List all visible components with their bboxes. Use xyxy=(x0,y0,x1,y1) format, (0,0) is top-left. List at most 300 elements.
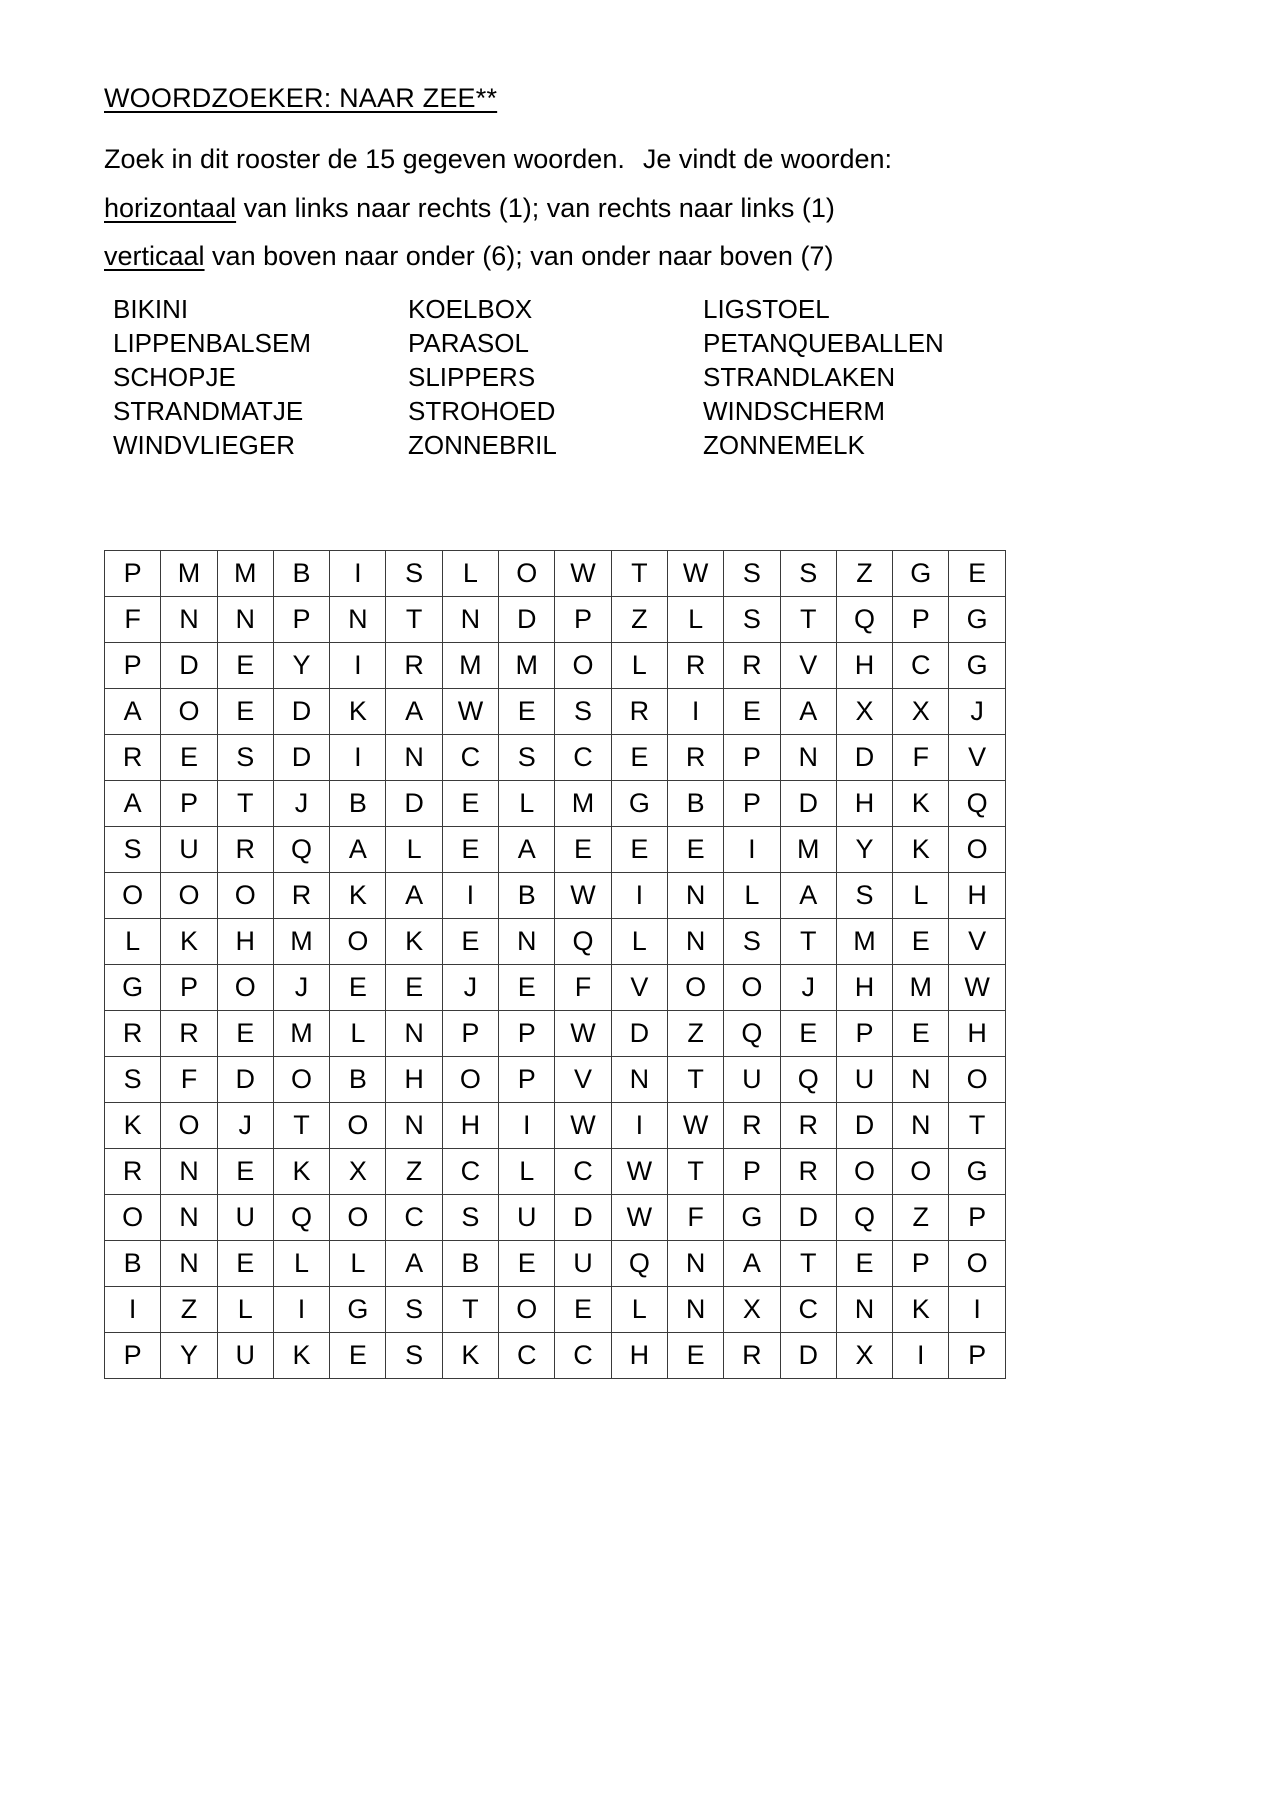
grid-cell[interactable]: N xyxy=(386,1011,442,1057)
grid-row xyxy=(105,873,1006,919)
grid-cell[interactable]: Q xyxy=(724,1011,780,1057)
grid-cell[interactable]: R xyxy=(724,643,780,689)
grid-cell[interactable]: N xyxy=(386,1103,442,1149)
grid-row xyxy=(105,1333,1006,1379)
grid-cell[interactable]: L xyxy=(330,1011,386,1057)
grid-cell[interactable]: R xyxy=(667,735,723,781)
grid-cell[interactable]: F xyxy=(667,1195,723,1241)
grid-cell[interactable]: N xyxy=(330,597,386,643)
grid-cell[interactable]: M xyxy=(217,551,273,597)
grid-cell[interactable]: C xyxy=(386,1195,442,1241)
grid-cell[interactable]: P xyxy=(499,1011,555,1057)
grid-cell[interactable]: S xyxy=(780,551,836,597)
grid-cell[interactable]: E xyxy=(217,1149,273,1195)
grid-cell[interactable]: O xyxy=(161,873,217,919)
grid-cell[interactable]: F xyxy=(161,1057,217,1103)
grid-cell[interactable]: S xyxy=(499,735,555,781)
grid-cell[interactable]: N xyxy=(893,1103,949,1149)
grid-cell[interactable]: S xyxy=(724,597,780,643)
grid-cell[interactable]: Z xyxy=(893,1195,949,1241)
grid-cell[interactable]: R xyxy=(780,1149,836,1195)
grid-cell[interactable]: N xyxy=(217,597,273,643)
grid-cell[interactable]: L xyxy=(442,551,498,597)
grid-cell[interactable]: C xyxy=(555,1149,611,1195)
grid-cell[interactable]: T xyxy=(949,1103,1005,1149)
grid-cell[interactable]: M xyxy=(273,1011,329,1057)
grid-cell[interactable]: E xyxy=(217,1011,273,1057)
grid-cell[interactable]: N xyxy=(667,919,723,965)
grid-cell[interactable]: E xyxy=(442,827,498,873)
grid-cell[interactable]: B xyxy=(105,1241,161,1287)
grid-cell[interactable]: R xyxy=(724,1103,780,1149)
grid-cell[interactable]: J xyxy=(273,965,329,1011)
grid-cell[interactable]: X xyxy=(836,1333,892,1379)
grid-cell[interactable]: T xyxy=(667,1149,723,1195)
grid-cell[interactable]: P xyxy=(724,781,780,827)
grid-cell[interactable]: E xyxy=(836,1241,892,1287)
word-list-item: PETANQUEBALLEN xyxy=(703,328,944,359)
grid-cell[interactable]: O xyxy=(105,1195,161,1241)
grid-cell[interactable]: E xyxy=(442,781,498,827)
grid-cell[interactable]: T xyxy=(442,1287,498,1333)
grid-cell[interactable]: P xyxy=(273,597,329,643)
grid-cell[interactable]: J xyxy=(442,965,498,1011)
grid-cell[interactable]: E xyxy=(611,827,667,873)
grid-cell[interactable]: W xyxy=(555,873,611,919)
grid-cell[interactable]: E xyxy=(161,735,217,781)
grid-cell[interactable]: P xyxy=(836,1011,892,1057)
grid-cell[interactable]: U xyxy=(217,1333,273,1379)
grid-cell[interactable]: E xyxy=(611,735,667,781)
grid-cell[interactable]: Y xyxy=(836,827,892,873)
grid-cell[interactable]: S xyxy=(386,1333,442,1379)
grid-cell[interactable]: A xyxy=(780,689,836,735)
grid-cell[interactable]: D xyxy=(780,1333,836,1379)
grid-cell[interactable]: U xyxy=(555,1241,611,1287)
word-search-grid-container xyxy=(104,550,1006,1379)
grid-cell[interactable]: W xyxy=(555,551,611,597)
grid-cell[interactable]: I xyxy=(611,1103,667,1149)
grid-cell[interactable]: A xyxy=(105,781,161,827)
grid-cell[interactable]: S xyxy=(217,735,273,781)
grid-cell[interactable]: L xyxy=(330,1241,386,1287)
grid-cell[interactable]: R xyxy=(667,643,723,689)
grid-cell[interactable]: J xyxy=(217,1103,273,1149)
grid-cell[interactable]: T xyxy=(780,919,836,965)
grid-cell[interactable]: Y xyxy=(161,1333,217,1379)
grid-cell[interactable]: N xyxy=(667,873,723,919)
grid-cell[interactable]: X xyxy=(893,689,949,735)
grid-cell[interactable]: M xyxy=(161,551,217,597)
grid-cell[interactable]: N xyxy=(161,597,217,643)
instruction-line-2-rest: van links naar rechts (1); van rechts naar links (1) xyxy=(236,193,835,224)
grid-cell[interactable]: I xyxy=(442,873,498,919)
grid-cell[interactable]: E xyxy=(893,919,949,965)
grid-cell[interactable]: H xyxy=(386,1057,442,1103)
grid-cell[interactable]: D xyxy=(386,781,442,827)
grid-cell[interactable]: K xyxy=(442,1333,498,1379)
grid-cell[interactable]: G xyxy=(949,1149,1005,1195)
grid-cell[interactable]: P xyxy=(893,1241,949,1287)
grid-cell[interactable]: E xyxy=(893,1011,949,1057)
grid-cell[interactable]: E xyxy=(330,965,386,1011)
grid-cell[interactable]: H xyxy=(836,643,892,689)
grid-cell[interactable]: Q xyxy=(273,1195,329,1241)
grid-cell[interactable]: Z xyxy=(611,597,667,643)
grid-cell[interactable]: T xyxy=(780,1241,836,1287)
grid-cell[interactable]: E xyxy=(667,827,723,873)
grid-cell[interactable]: I xyxy=(611,873,667,919)
grid-cell[interactable]: E xyxy=(555,827,611,873)
grid-cell[interactable]: H xyxy=(836,965,892,1011)
grid-cell[interactable]: E xyxy=(499,1241,555,1287)
grid-cell[interactable]: N xyxy=(611,1057,667,1103)
grid-cell[interactable]: W xyxy=(949,965,1005,1011)
grid-cell[interactable]: H xyxy=(949,1011,1005,1057)
grid-cell[interactable]: R xyxy=(780,1103,836,1149)
grid-cell[interactable]: N xyxy=(161,1195,217,1241)
grid-cell[interactable]: T xyxy=(386,597,442,643)
grid-cell[interactable]: T xyxy=(780,597,836,643)
grid-cell[interactable]: V xyxy=(780,643,836,689)
grid-cell[interactable]: I xyxy=(273,1287,329,1333)
grid-cell[interactable]: S xyxy=(442,1195,498,1241)
grid-cell[interactable]: S xyxy=(555,689,611,735)
grid-cell[interactable]: A xyxy=(780,873,836,919)
grid-cell[interactable]: Z xyxy=(386,1149,442,1195)
grid-cell[interactable]: O xyxy=(949,827,1005,873)
grid-cell[interactable]: O xyxy=(105,873,161,919)
grid-cell[interactable]: I xyxy=(330,735,386,781)
grid-cell[interactable]: O xyxy=(273,1057,329,1103)
grid-cell[interactable]: I xyxy=(724,827,780,873)
grid-cell[interactable]: I xyxy=(105,1287,161,1333)
grid-cell[interactable]: N xyxy=(386,735,442,781)
grid-cell[interactable]: I xyxy=(499,1103,555,1149)
grid-cell[interactable]: B xyxy=(330,1057,386,1103)
grid-cell[interactable]: N xyxy=(499,919,555,965)
grid-cell[interactable]: E xyxy=(667,1333,723,1379)
grid-cell[interactable]: D xyxy=(161,643,217,689)
grid-cell[interactable]: K xyxy=(330,873,386,919)
grid-cell[interactable]: K xyxy=(273,1149,329,1195)
grid-cell[interactable]: W xyxy=(611,1195,667,1241)
grid-cell[interactable]: U xyxy=(499,1195,555,1241)
grid-cell[interactable]: G xyxy=(724,1195,780,1241)
instruction-line-3 xyxy=(104,243,1104,270)
grid-cell[interactable]: H xyxy=(836,781,892,827)
grid-cell[interactable]: H xyxy=(949,873,1005,919)
grid-cell[interactable]: P xyxy=(161,781,217,827)
grid-cell[interactable]: B xyxy=(442,1241,498,1287)
grid-cell[interactable]: N xyxy=(667,1287,723,1333)
grid-cell[interactable]: X xyxy=(836,689,892,735)
grid-cell[interactable]: J xyxy=(780,965,836,1011)
grid-row xyxy=(105,965,1006,1011)
grid-cell[interactable]: D xyxy=(836,735,892,781)
grid-cell[interactable]: N xyxy=(893,1057,949,1103)
grid-cell[interactable]: K xyxy=(893,781,949,827)
grid-cell[interactable]: R xyxy=(161,1011,217,1057)
grid-cell[interactable]: D xyxy=(273,689,329,735)
grid-cell[interactable]: V xyxy=(611,965,667,1011)
grid-cell[interactable]: I xyxy=(667,689,723,735)
grid-cell[interactable]: E xyxy=(386,965,442,1011)
grid-cell[interactable]: O xyxy=(217,965,273,1011)
grid-cell[interactable]: F xyxy=(555,965,611,1011)
grid-cell[interactable]: E xyxy=(442,919,498,965)
instruction-line-1-part-b: Je vindt de woorden: xyxy=(642,144,893,175)
grid-cell[interactable]: V xyxy=(949,919,1005,965)
grid-cell[interactable]: J xyxy=(273,781,329,827)
grid-cell[interactable]: L xyxy=(499,781,555,827)
grid-cell[interactable]: N xyxy=(442,597,498,643)
grid-cell[interactable]: G xyxy=(611,781,667,827)
grid-cell[interactable]: E xyxy=(217,643,273,689)
grid-cell[interactable]: R xyxy=(105,1149,161,1195)
grid-cell[interactable]: R xyxy=(105,1011,161,1057)
grid-cell[interactable]: J xyxy=(949,689,1005,735)
grid-cell[interactable]: R xyxy=(105,735,161,781)
grid-cell[interactable]: P xyxy=(724,735,780,781)
grid-cell[interactable]: A xyxy=(105,689,161,735)
grid-cell[interactable]: V xyxy=(949,735,1005,781)
grid-cell[interactable]: M xyxy=(555,781,611,827)
grid-cell[interactable]: Q xyxy=(780,1057,836,1103)
grid-cell[interactable]: L xyxy=(499,1149,555,1195)
grid-cell[interactable]: S xyxy=(386,551,442,597)
grid-cell[interactable]: R xyxy=(273,873,329,919)
grid-cell[interactable]: L xyxy=(667,597,723,643)
grid-cell[interactable]: U xyxy=(724,1057,780,1103)
grid-cell[interactable]: E xyxy=(949,551,1005,597)
grid-cell[interactable]: A xyxy=(724,1241,780,1287)
grid-cell[interactable]: M xyxy=(273,919,329,965)
grid-cell[interactable]: P xyxy=(724,1149,780,1195)
grid-cell[interactable]: O xyxy=(217,873,273,919)
grid-cell[interactable]: N xyxy=(161,1149,217,1195)
grid-cell[interactable]: U xyxy=(836,1057,892,1103)
grid-cell[interactable]: F xyxy=(893,735,949,781)
grid-cell[interactable]: Q xyxy=(555,919,611,965)
grid-cell[interactable]: L xyxy=(724,873,780,919)
grid-cell[interactable]: D xyxy=(611,1011,667,1057)
grid-cell[interactable]: C xyxy=(499,1333,555,1379)
grid-cell[interactable]: W xyxy=(555,1011,611,1057)
grid-cell[interactable]: O xyxy=(555,643,611,689)
grid-cell[interactable]: A xyxy=(330,827,386,873)
grid-cell[interactable]: K xyxy=(105,1103,161,1149)
grid-cell[interactable]: E xyxy=(555,1287,611,1333)
grid-cell[interactable]: W xyxy=(667,1103,723,1149)
grid-cell[interactable]: H xyxy=(442,1103,498,1149)
grid-cell[interactable]: E xyxy=(499,689,555,735)
instruction-line-3-rest: van boven naar onder (6); van onder naar boven (7) xyxy=(204,241,834,272)
grid-cell[interactable]: B xyxy=(667,781,723,827)
grid-cell[interactable]: A xyxy=(386,689,442,735)
grid-cell[interactable]: G xyxy=(330,1287,386,1333)
grid-cell[interactable]: I xyxy=(893,1333,949,1379)
grid-cell[interactable]: E xyxy=(217,1241,273,1287)
grid-cell[interactable]: E xyxy=(724,689,780,735)
grid-cell[interactable]: X xyxy=(330,1149,386,1195)
grid-row xyxy=(105,1195,1006,1241)
grid-cell[interactable]: V xyxy=(555,1057,611,1103)
grid-cell[interactable]: R xyxy=(611,689,667,735)
grid-cell[interactable]: A xyxy=(386,873,442,919)
grid-cell[interactable]: Q xyxy=(949,781,1005,827)
grid-cell[interactable]: B xyxy=(499,873,555,919)
grid-cell[interactable]: S xyxy=(105,1057,161,1103)
grid-cell[interactable]: Z xyxy=(161,1287,217,1333)
grid-cell[interactable]: M xyxy=(780,827,836,873)
grid-cell[interactable]: P xyxy=(499,1057,555,1103)
grid-cell[interactable]: P xyxy=(105,1333,161,1379)
grid-cell[interactable]: K xyxy=(893,827,949,873)
grid-cell[interactable]: L xyxy=(893,873,949,919)
grid-cell[interactable]: G xyxy=(105,965,161,1011)
grid-cell[interactable]: S xyxy=(386,1287,442,1333)
grid-cell[interactable]: L xyxy=(611,919,667,965)
grid-cell[interactable]: Z xyxy=(667,1011,723,1057)
grid-cell[interactable]: O xyxy=(499,1287,555,1333)
grid-cell[interactable]: A xyxy=(386,1241,442,1287)
grid-cell[interactable]: S xyxy=(724,919,780,965)
grid-cell[interactable]: O xyxy=(330,1195,386,1241)
grid-cell[interactable]: M xyxy=(442,643,498,689)
grid-cell[interactable]: T xyxy=(611,551,667,597)
grid-cell[interactable]: X xyxy=(724,1287,780,1333)
grid-cell[interactable]: W xyxy=(667,551,723,597)
grid-cell[interactable]: O xyxy=(949,1241,1005,1287)
grid-cell[interactable]: E xyxy=(217,689,273,735)
grid-cell[interactable]: C xyxy=(442,735,498,781)
grid-cell[interactable]: K xyxy=(330,689,386,735)
grid-cell[interactable]: I xyxy=(330,551,386,597)
grid-cell[interactable]: L xyxy=(105,919,161,965)
grid-cell[interactable]: F xyxy=(105,597,161,643)
grid-cell[interactable]: B xyxy=(273,551,329,597)
grid-cell[interactable]: S xyxy=(724,551,780,597)
grid-cell[interactable]: Y xyxy=(273,643,329,689)
grid-cell[interactable]: O xyxy=(499,551,555,597)
grid-cell[interactable]: D xyxy=(273,735,329,781)
grid-cell[interactable]: K xyxy=(273,1333,329,1379)
grid-cell[interactable]: R xyxy=(386,643,442,689)
grid-cell[interactable]: N xyxy=(667,1241,723,1287)
grid-cell[interactable]: E xyxy=(780,1011,836,1057)
grid-cell[interactable]: T xyxy=(273,1103,329,1149)
grid-cell[interactable]: C xyxy=(893,643,949,689)
grid-cell[interactable]: S xyxy=(836,873,892,919)
grid-cell[interactable]: M xyxy=(499,643,555,689)
grid-cell[interactable]: R xyxy=(217,827,273,873)
grid-cell[interactable]: H xyxy=(217,919,273,965)
grid-cell[interactable]: C xyxy=(780,1287,836,1333)
grid-cell[interactable]: W xyxy=(555,1103,611,1149)
grid-cell[interactable]: D xyxy=(555,1195,611,1241)
grid-cell[interactable]: B xyxy=(330,781,386,827)
grid-cell[interactable]: T xyxy=(217,781,273,827)
grid-row xyxy=(105,597,1006,643)
grid-cell[interactable]: C xyxy=(442,1149,498,1195)
grid-cell[interactable]: W xyxy=(442,689,498,735)
grid-cell[interactable]: C xyxy=(555,1333,611,1379)
grid-cell[interactable]: P xyxy=(893,597,949,643)
grid-cell[interactable]: L xyxy=(217,1287,273,1333)
grid-cell[interactable]: D xyxy=(780,1195,836,1241)
grid-cell[interactable]: Q xyxy=(836,1195,892,1241)
grid-cell[interactable]: O xyxy=(836,1149,892,1195)
grid-cell[interactable]: O xyxy=(330,919,386,965)
grid-cell[interactable]: P xyxy=(105,551,161,597)
grid-cell[interactable]: L xyxy=(611,643,667,689)
grid-cell[interactable]: P xyxy=(161,965,217,1011)
grid-cell[interactable]: Q xyxy=(836,597,892,643)
grid-cell[interactable]: O xyxy=(330,1103,386,1149)
grid-cell[interactable]: E xyxy=(499,965,555,1011)
grid-cell[interactable]: A xyxy=(499,827,555,873)
grid-cell[interactable]: O xyxy=(161,1103,217,1149)
grid-cell[interactable]: L xyxy=(386,827,442,873)
grid-cell[interactable]: O xyxy=(949,1057,1005,1103)
grid-cell[interactable]: P xyxy=(949,1333,1005,1379)
grid-cell[interactable]: Q xyxy=(611,1241,667,1287)
grid-cell[interactable]: N xyxy=(836,1287,892,1333)
grid-cell[interactable]: W xyxy=(611,1149,667,1195)
grid-cell[interactable]: O xyxy=(667,965,723,1011)
grid-cell[interactable]: K xyxy=(161,919,217,965)
grid-cell[interactable]: Z xyxy=(836,551,892,597)
grid-cell[interactable]: U xyxy=(161,827,217,873)
grid-cell[interactable]: G xyxy=(949,597,1005,643)
grid-cell[interactable]: C xyxy=(555,735,611,781)
grid-cell[interactable]: D xyxy=(836,1103,892,1149)
grid-cell[interactable]: N xyxy=(161,1241,217,1287)
grid-cell[interactable]: L xyxy=(611,1287,667,1333)
grid-cell[interactable]: L xyxy=(273,1241,329,1287)
grid-cell[interactable]: P xyxy=(105,643,161,689)
instruction-line-2-lead: horizontaal xyxy=(104,193,237,224)
grid-cell[interactable]: K xyxy=(893,1287,949,1333)
grid-cell[interactable]: I xyxy=(330,643,386,689)
grid-cell[interactable]: G xyxy=(893,551,949,597)
grid-cell[interactable]: O xyxy=(161,689,217,735)
grid-cell[interactable]: M xyxy=(836,919,892,965)
grid-cell[interactable]: T xyxy=(667,1057,723,1103)
grid-cell[interactable]: O xyxy=(442,1057,498,1103)
grid-cell[interactable]: R xyxy=(724,1333,780,1379)
grid-cell[interactable]: S xyxy=(105,827,161,873)
grid-cell[interactable]: P xyxy=(442,1011,498,1057)
grid-cell[interactable]: M xyxy=(893,965,949,1011)
grid-cell[interactable]: P xyxy=(555,597,611,643)
grid-cell[interactable]: D xyxy=(499,597,555,643)
grid-cell[interactable]: U xyxy=(217,1195,273,1241)
grid-cell[interactable]: O xyxy=(893,1149,949,1195)
grid-cell[interactable]: P xyxy=(949,1195,1005,1241)
grid-cell[interactable]: D xyxy=(780,781,836,827)
grid-cell[interactable]: O xyxy=(724,965,780,1011)
grid-cell[interactable]: K xyxy=(386,919,442,965)
grid-cell[interactable]: D xyxy=(217,1057,273,1103)
grid-cell[interactable]: E xyxy=(330,1333,386,1379)
grid-cell[interactable]: N xyxy=(780,735,836,781)
grid-cell[interactable]: G xyxy=(949,643,1005,689)
grid-cell[interactable]: H xyxy=(611,1333,667,1379)
grid-cell[interactable]: Q xyxy=(273,827,329,873)
grid-cell[interactable]: I xyxy=(949,1287,1005,1333)
